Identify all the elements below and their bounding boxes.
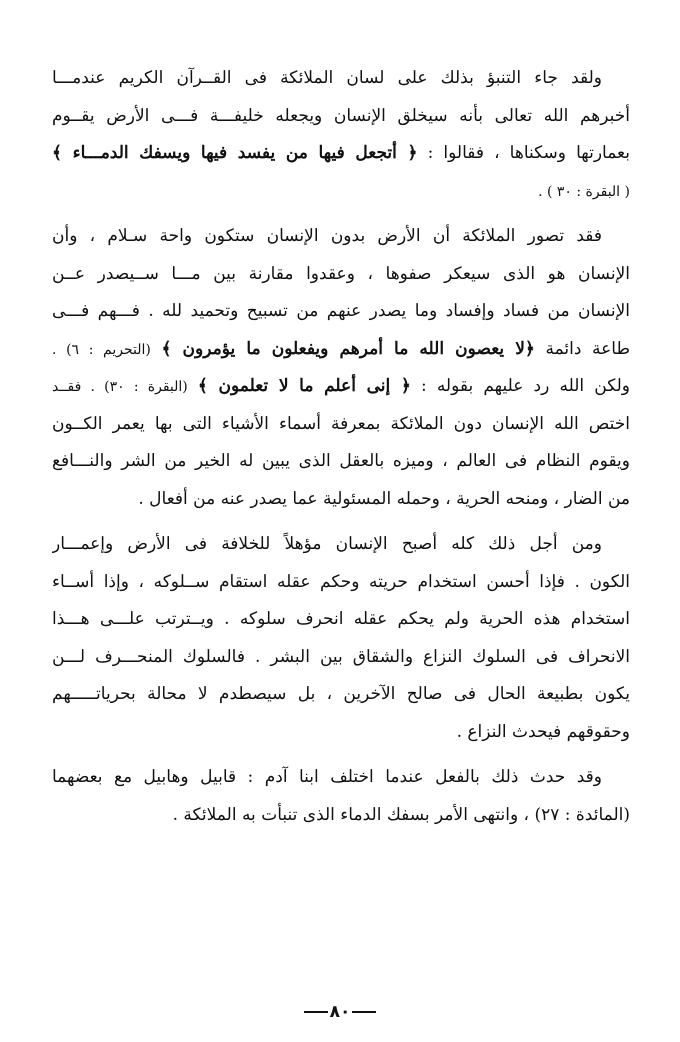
text-line	[52, 714, 630, 752]
text-line	[52, 331, 630, 369]
text-run: من الضار ، ومنحه الحرية ، وحمله المسئولية عما يصدر عنه من أفعال .	[138, 488, 630, 509]
text-line	[52, 135, 630, 173]
text-line	[52, 759, 630, 797]
text-run: الإنسان هو الذى سيعكر صفوها ، وعقدوا مقارنة بين مـــا ســيصدر عــن	[52, 263, 630, 284]
text-line	[52, 368, 630, 406]
paragraph-3	[52, 526, 630, 751]
page-body	[52, 60, 630, 834]
text-line	[52, 293, 630, 331]
text-line	[52, 601, 630, 639]
footer-dash	[304, 1011, 328, 1013]
text-line	[52, 797, 630, 835]
page-footer	[0, 1002, 680, 1022]
text-run: وحقوقهم فيحدث النزاع .	[456, 721, 630, 742]
paragraph-1	[52, 60, 630, 210]
text-run: اختص الله الإنسان دون الملائكة بمعرفة أسماء الأشياء التى بها يعمر الكــون	[52, 413, 630, 434]
text-run: الانحراف فى السلوك النزاع والشقاق بين البشر . فالسلوك المنحـــرف لـــن	[52, 646, 630, 667]
footer-dash	[352, 1011, 376, 1013]
text-run: استخدام هذه الحرية ولم يحكم عقله انحرف سلوكه . ويــترتب علـــى هـــذا	[52, 609, 630, 629]
citation: ( البقرة : ٣٠ ) .	[538, 183, 630, 200]
citation: (التحريم : ٦) .	[52, 341, 151, 358]
citation: (البقرة : ٣٠) . فقــد	[52, 379, 188, 395]
text-line	[52, 256, 630, 294]
text-line	[52, 639, 630, 677]
text-line	[52, 98, 630, 136]
text-line	[52, 60, 630, 98]
text-run: الكون . فإذا أحسن استخدام حريته وحكم عقله استقام ســلوكه ، وإذا أســاء	[52, 571, 630, 592]
text-line	[52, 526, 630, 564]
text-run: ولكن الله رد عليهم بقوله :	[410, 376, 630, 396]
text-line	[52, 406, 630, 444]
paragraph-gap	[52, 518, 630, 526]
text-run: وقد حدث ذلك بالفعل عندما اختلف ابنا آدم : قابيل وهابيل مع بعضهما	[52, 767, 602, 787]
text-run: يكون بطبيعة الحال فى صالح الآخرين ، بل سيصطدم لا محالة بحرياتـــــهم	[52, 684, 630, 704]
text-run: الإنسان من فساد وإفساد وما يصدر عنهم من تسبيح وتحميد لله . فـــهم فـــى	[52, 301, 630, 321]
text-run: ولقد جاء التنبؤ بذلك على لسان الملائكة فى القــرآن الكريم عندمـــا	[52, 68, 602, 88]
text-line	[52, 218, 630, 256]
text-run: (المائدة : ٢٧) ، وانتهى الأمر بسفك الدماء الذى تنبأت به الملائكة .	[172, 804, 630, 825]
paragraph-2	[52, 218, 630, 518]
text-run: ومن أجل ذلك كله أصبح الإنسان مؤهلاً للخلافة فى الأرض وإعمـــار	[52, 534, 602, 554]
paragraph-gap	[52, 751, 630, 759]
paragraph-4	[52, 759, 630, 834]
text-run: أخبرهم الله تعالى بأنه سيخلق الإنسان ويجعله خليفـــة فـــى الأرض يقــوم	[52, 105, 630, 126]
text-line	[52, 173, 630, 211]
text-line	[52, 564, 630, 602]
text-line	[52, 676, 630, 714]
text-run: ويقوم النظام فى العالم ، وميزه بالعقل الذى يبين له الخير من الشر والنـــافع	[52, 451, 630, 471]
quran-quote: ﴿ أتجعل فيها من يفسد فيها ويسفك الدمـــاء ﴾	[52, 143, 418, 163]
text-run: بعمارتها وسكناها ، فقالوا :	[417, 143, 630, 163]
text-run: طاعة دائمة	[534, 338, 630, 359]
text-line	[52, 443, 630, 481]
page-number: ٨٠	[329, 1002, 351, 1022]
paragraph-gap	[52, 210, 630, 218]
quran-quote: ﴿لا يعصون الله ما أمرهم ويفعلون ما يؤمرون ﴾	[161, 338, 535, 359]
text-line	[52, 481, 630, 519]
text-run: فقد تصور الملائكة أن الأرض بدون الإنسان ستكون واحة سـلام ، وأن	[52, 226, 602, 246]
quran-quote: ﴿ إنى أعلم ما لا تعلمون ﴾	[197, 376, 411, 396]
